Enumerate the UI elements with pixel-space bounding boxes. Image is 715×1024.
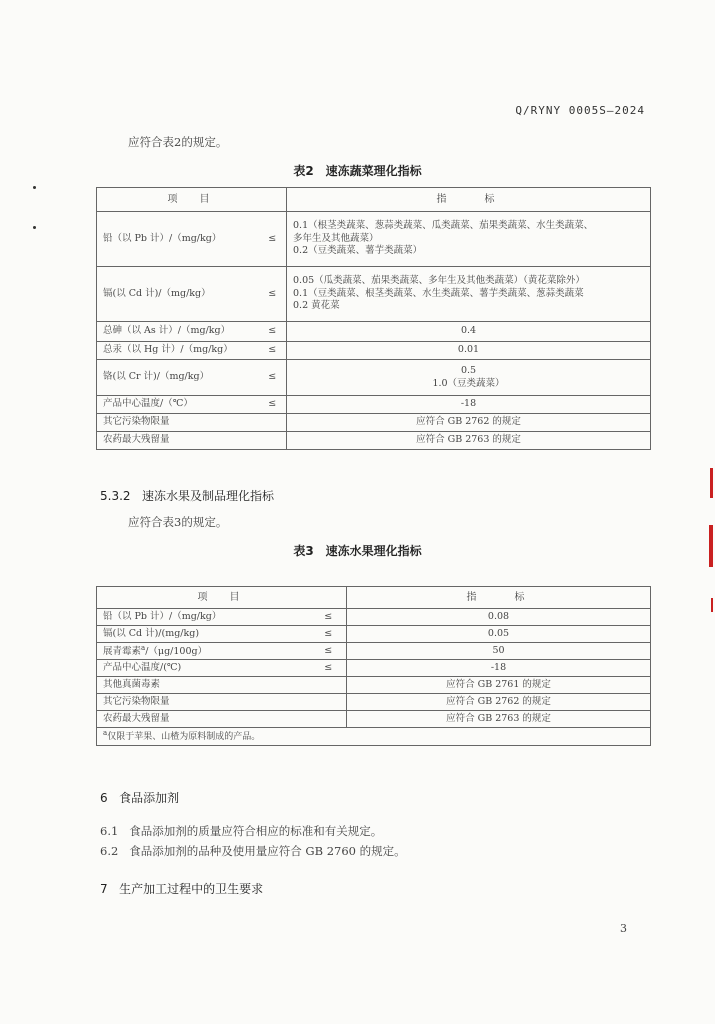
row-item: 产品中心温度/(℃)	[97, 660, 311, 677]
clause-number: 6.2	[100, 844, 119, 858]
clause-text: 食品添加剂的质量应符合相应的标准和有关规定。	[129, 824, 383, 838]
table3-header-value: 指 标	[347, 587, 651, 609]
table-row	[97, 643, 651, 660]
footnote-marker: a	[141, 643, 146, 652]
section-5-3-2-heading	[100, 487, 274, 504]
row-value: 应符合 GB 2761 的规定	[347, 677, 651, 694]
table2-caption: 表2 速冻蔬菜理化指标	[293, 164, 422, 178]
le-symbol: ≤	[311, 660, 347, 677]
row-item: 镉(以 Cd 计)/（mg/kg）	[97, 267, 259, 322]
table-row	[97, 711, 651, 728]
table-row	[97, 626, 651, 643]
row-item: 农药最大残留量	[97, 711, 347, 728]
table3	[96, 586, 651, 746]
row-value: 应符合 GB 2763 的规定	[347, 711, 651, 728]
le-symbol: ≤	[259, 342, 287, 360]
table2	[96, 187, 651, 450]
section-title: 食品添加剂	[119, 791, 180, 805]
value-line: 0.1（豆类蔬菜、根茎类蔬菜、水生类蔬菜、薯芋类蔬菜、葱蒜类蔬菜	[293, 287, 584, 299]
row-value: -18	[287, 396, 651, 414]
le-symbol: ≤	[311, 609, 347, 626]
section-5-3-2-text: 应符合表3的规定。	[128, 515, 228, 529]
row-value	[287, 360, 651, 396]
row-item: 农药最大残留量	[97, 432, 287, 450]
row-item: 总砷（以 As 计）/（mg/kg）	[97, 322, 259, 342]
table-row	[97, 660, 651, 677]
le-symbol: ≤	[259, 360, 287, 396]
table-row	[97, 432, 651, 450]
scan-dot	[33, 186, 36, 189]
row-item: 总汞（以 Hg 计）/（mg/kg）	[97, 342, 259, 360]
page-number: 3	[620, 922, 627, 935]
le-symbol: ≤	[311, 643, 347, 660]
value-line: 0.05（瓜类蔬菜、茄果类蔬菜、多年生及其他类蔬菜）（黄花菜除外）	[293, 274, 585, 286]
table-row	[97, 212, 651, 267]
table3-header-item: 项 目	[97, 587, 347, 609]
table-row	[97, 414, 651, 432]
document-code: Q/RYNY 0005S—2024	[515, 104, 645, 117]
value-line: 1.0（豆类蔬菜）	[432, 377, 505, 389]
le-symbol: ≤	[259, 212, 287, 267]
row-value: 0.01	[287, 342, 651, 360]
row-item: 其他真菌毒素	[97, 677, 347, 694]
row-value: 0.08	[347, 609, 651, 626]
value-line: 多年生及其他蔬菜）	[293, 232, 379, 244]
table-row	[97, 396, 651, 414]
le-symbol: ≤	[259, 267, 287, 322]
table-footnote-row	[97, 728, 651, 746]
table2-header-value: 指 标	[287, 188, 651, 212]
row-item: 其它污染物限量	[97, 414, 287, 432]
table-row	[97, 342, 651, 360]
row-value: 50	[347, 643, 651, 660]
clause-number: 6.1	[100, 824, 119, 838]
table3-footnote	[97, 728, 651, 746]
row-value	[287, 212, 651, 267]
section-number: 7	[100, 882, 108, 896]
value-line: 0.2（豆类蔬菜、薯芋类蔬菜）	[293, 245, 423, 257]
table-row	[97, 677, 651, 694]
table2-header-item: 项 目	[97, 188, 287, 212]
clause-text: 食品添加剂的品种及使用量应符合 GB 2760 的规定。	[129, 844, 406, 858]
section-number: 5.3.2	[100, 489, 131, 503]
scan-red-mark	[711, 598, 713, 612]
table-row	[97, 322, 651, 342]
section-title: 生产加工过程中的卫生要求	[119, 882, 264, 896]
table3-caption: 表3 速冻水果理化指标	[293, 544, 422, 558]
section-7-heading	[100, 880, 263, 897]
row-item: 铅（以 Pb 计）/（mg/kg）	[97, 212, 259, 267]
clause-6-2	[100, 843, 406, 859]
row-value: 应符合 GB 2762 的规定	[347, 694, 651, 711]
clause-6-1	[100, 823, 382, 839]
row-item	[97, 643, 311, 660]
row-item: 铅（以 Pb 计）/（mg/kg）	[97, 609, 311, 626]
row-value: 0.4	[287, 322, 651, 342]
value-line: 0.5	[460, 364, 477, 376]
section-title: 速冻水果及制品理化指标	[142, 489, 275, 503]
scan-dot	[33, 226, 36, 229]
item-unit: /（μg/100g）	[145, 645, 208, 657]
le-symbol: ≤	[259, 322, 287, 342]
scan-red-mark	[710, 468, 713, 498]
intro-text: 应符合表2的规定。	[128, 135, 228, 149]
row-item: 产品中心温度/（℃）	[97, 396, 259, 414]
row-item: 其它污染物限量	[97, 694, 347, 711]
row-value	[287, 267, 651, 322]
footnote-text: 仅限于苹果、山楂为原料制成的产品。	[107, 732, 261, 743]
le-symbol: ≤	[311, 626, 347, 643]
value-line: 0.2 黄花菜	[293, 300, 340, 312]
table-row	[97, 360, 651, 396]
row-value: 0.05	[347, 626, 651, 643]
value-line: 0.1（根茎类蔬菜、葱蒜类蔬菜、瓜类蔬菜、茄果类蔬菜、水生类蔬菜、	[293, 219, 594, 231]
section-number: 6	[100, 791, 108, 805]
row-item: 铬(以 Cr 计)/（mg/kg）	[97, 360, 259, 396]
row-value: 应符合 GB 2763 的规定	[287, 432, 651, 450]
section-6-heading	[100, 789, 179, 806]
item-main: 展青霉素	[103, 645, 142, 657]
table-row	[97, 267, 651, 322]
row-value: 应符合 GB 2762 的规定	[287, 414, 651, 432]
le-symbol: ≤	[259, 396, 287, 414]
footnote-marker: a	[103, 729, 108, 738]
table-row	[97, 694, 651, 711]
row-item: 镉(以 Cd 计)/(mg/kg)	[97, 626, 311, 643]
row-value: -18	[347, 660, 651, 677]
table-row	[97, 609, 651, 626]
